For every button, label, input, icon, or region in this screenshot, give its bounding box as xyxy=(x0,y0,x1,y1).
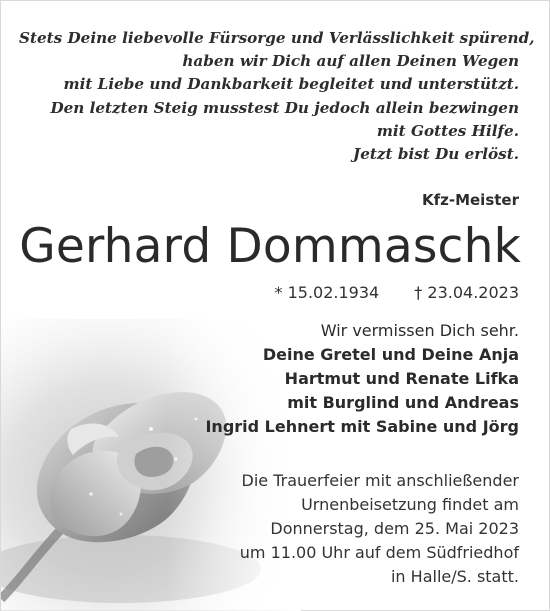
memorial-poem xyxy=(19,27,535,166)
service-line: Die Trauerfeier mit anschließender xyxy=(241,471,519,490)
mourner-family: Deine Gretel und Deine Anja xyxy=(262,345,519,364)
poem-line: mit Gottes Hilfe. xyxy=(376,121,519,140)
birth-date: * 15.02.1934 xyxy=(274,283,380,302)
poem-line: Jetzt bist Du erlöst. xyxy=(353,145,519,164)
death-date: † 23.04.2023 xyxy=(414,283,519,302)
service-line: um 11.00 Uhr auf dem Südfriedhof xyxy=(239,543,519,562)
poem-line: Den letzten Steig musstest Du jedoch allein bezwingen xyxy=(50,98,519,117)
mourner-family: mit Burglind und Andreas xyxy=(287,393,519,412)
mourner-family: Hartmut und Renate Lifka xyxy=(284,369,519,388)
service-line: in Halle/S. statt. xyxy=(390,567,519,586)
poem-line: Stets Deine liebevolle Fürsorge und Verlässlichkeit spürend, xyxy=(19,29,535,47)
poem-line: mit Liebe und Dankbarkeit begleitet und unterstützt. xyxy=(63,75,519,94)
service-line: Donnerstag, dem 25. Mai 2023 xyxy=(270,519,519,538)
service-line: Urnenbeisetzung findet am xyxy=(301,495,519,514)
profession-title: Kfz-Meister xyxy=(421,191,519,209)
life-dates xyxy=(275,283,520,302)
funeral-service-info xyxy=(189,469,519,589)
mourners-block xyxy=(89,319,519,439)
mourners-intro: Wir vermissen Dich sehr. xyxy=(320,321,519,340)
poem-line: haben wir Dich auf allen Deinen Wegen xyxy=(182,52,519,71)
mourner-family: Ingrid Lehnert mit Sabine und Jörg xyxy=(205,417,519,436)
deceased-name: Gerhard Dommaschk xyxy=(19,219,521,274)
